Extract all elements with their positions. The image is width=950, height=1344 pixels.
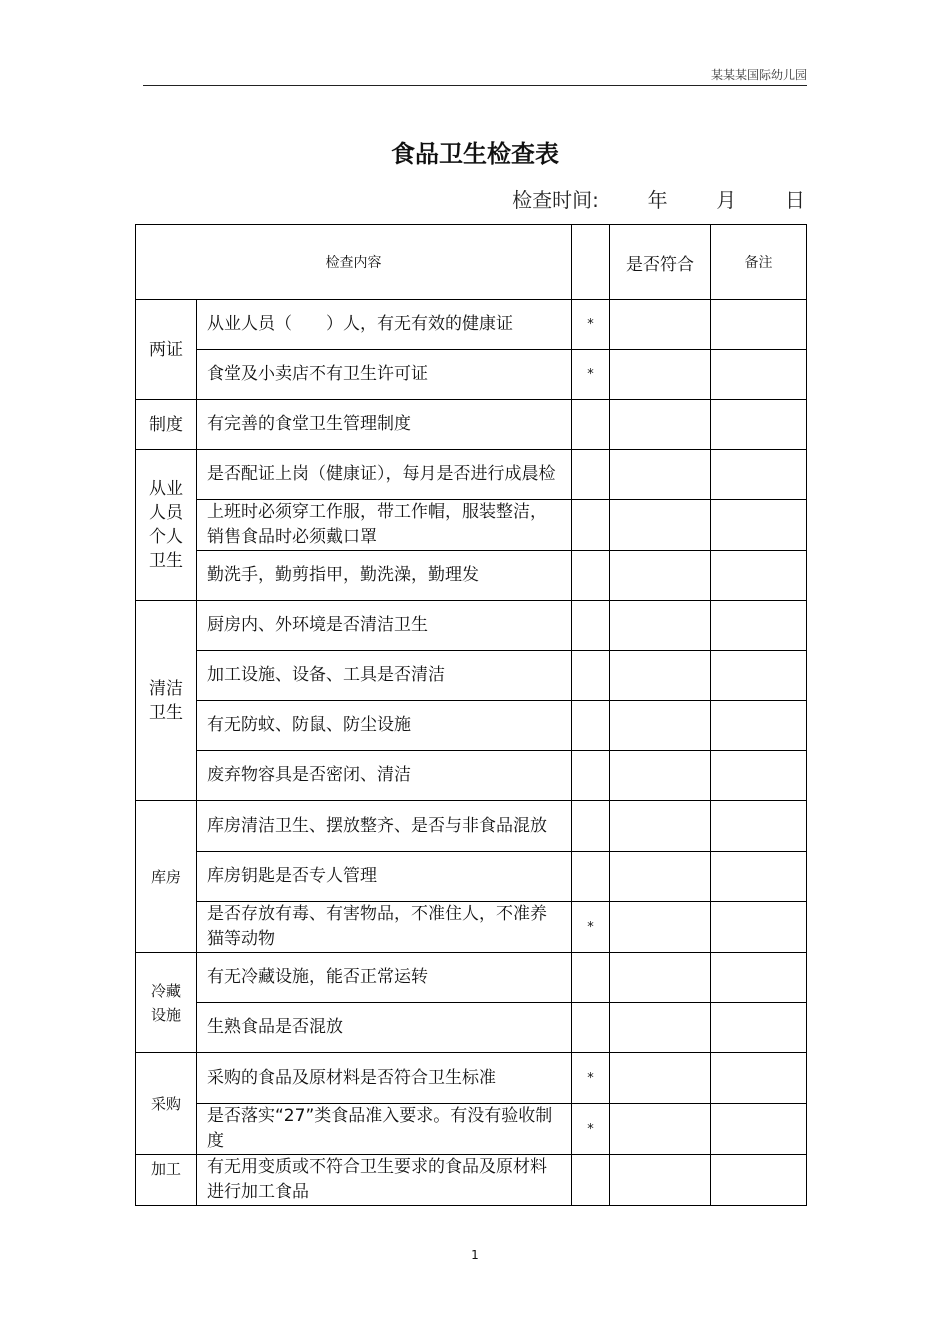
remark-cell[interactable] — [711, 801, 807, 852]
table-header-row — [136, 225, 807, 300]
table-row — [136, 450, 807, 500]
item-text: 采购的食品及原材料是否符合卫生标准 — [197, 1053, 572, 1104]
item-text: 生熟食品是否混放 — [197, 1003, 572, 1053]
item-text: 有无防蚊、防鼠、防尘设施 — [197, 701, 572, 751]
header-divider — [143, 85, 807, 86]
category-cell: 制度 — [136, 400, 197, 450]
table-row — [136, 651, 807, 701]
remark-cell[interactable] — [711, 300, 807, 350]
category-cell: 库房 — [136, 801, 197, 953]
table-row — [136, 350, 807, 400]
category-cell: 采购 — [136, 1053, 197, 1155]
comply-cell[interactable] — [610, 1053, 711, 1104]
date-year: 年 — [647, 188, 668, 212]
header-star — [572, 225, 610, 300]
table-row — [136, 751, 807, 801]
inspection-date-line — [512, 184, 805, 213]
page-number: 1 — [471, 1248, 479, 1262]
star-mark — [572, 801, 610, 852]
category-cell: 冷藏设施 — [136, 953, 197, 1053]
item-text: 是否配证上岗（健康证），每月是否进行成晨检 — [197, 450, 572, 500]
table-row — [136, 601, 807, 651]
remark-cell[interactable] — [711, 902, 807, 953]
comply-cell[interactable] — [610, 1003, 711, 1053]
star-mark — [572, 601, 610, 651]
item-text: 从业人员（ ）人，有无有效的健康证 — [197, 300, 572, 350]
category-cell: 从业人员个人卫生 — [136, 450, 197, 601]
remark-cell[interactable] — [711, 751, 807, 801]
table-row — [136, 551, 807, 601]
remark-cell[interactable] — [711, 701, 807, 751]
remark-cell[interactable] — [711, 953, 807, 1003]
comply-cell[interactable] — [610, 801, 711, 852]
item-text: 是否落实“27”类食品准入要求。有没有验收制度 — [197, 1104, 572, 1155]
remark-cell[interactable] — [711, 551, 807, 601]
star-mark — [572, 551, 610, 601]
item-text: 加工设施、设备、工具是否清洁 — [197, 651, 572, 701]
table-row — [136, 1155, 807, 1206]
table-row — [136, 500, 807, 551]
comply-cell[interactable] — [610, 300, 711, 350]
remark-cell[interactable] — [711, 400, 807, 450]
star-mark — [572, 1155, 610, 1206]
star-mark: * — [572, 1104, 610, 1155]
header-content: 检查内容 — [136, 225, 572, 300]
comply-cell[interactable] — [610, 551, 711, 601]
star-mark — [572, 701, 610, 751]
remark-cell[interactable] — [711, 651, 807, 701]
item-text: 上班时必须穿工作服，带工作帽，服装整洁，销售食品时必须戴口罩 — [197, 500, 572, 551]
table-row — [136, 902, 807, 953]
star-mark — [572, 651, 610, 701]
remark-cell[interactable] — [711, 1053, 807, 1104]
table-row — [136, 1003, 807, 1053]
star-mark: * — [572, 902, 610, 953]
category-cell: 两证 — [136, 300, 197, 400]
star-mark — [572, 500, 610, 551]
star-mark — [572, 751, 610, 801]
remark-cell[interactable] — [711, 350, 807, 400]
date-month: 月 — [716, 188, 737, 212]
item-text: 废弃物容具是否密闭、清洁 — [197, 751, 572, 801]
comply-cell[interactable] — [610, 1104, 711, 1155]
item-text: 勤洗手，勤剪指甲，勤洗澡，勤理发 — [197, 551, 572, 601]
remark-cell[interactable] — [711, 1155, 807, 1206]
star-mark: * — [572, 1053, 610, 1104]
table-row — [136, 953, 807, 1003]
header-remark: 备注 — [711, 225, 807, 300]
remark-cell[interactable] — [711, 601, 807, 651]
header-organization: 某某某国际幼儿园 — [710, 68, 807, 82]
item-text: 库房钥匙是否专人管理 — [197, 852, 572, 902]
comply-cell[interactable] — [610, 601, 711, 651]
comply-cell[interactable] — [610, 651, 711, 701]
star-mark — [572, 450, 610, 500]
table-row — [136, 701, 807, 751]
category-cell: 加工 — [136, 1155, 197, 1206]
star-mark — [572, 400, 610, 450]
remark-cell[interactable] — [711, 852, 807, 902]
star-mark: * — [572, 300, 610, 350]
remark-cell[interactable] — [711, 1104, 807, 1155]
comply-cell[interactable] — [610, 953, 711, 1003]
remark-cell[interactable] — [711, 450, 807, 500]
item-text: 是否存放有毒、有害物品，不准住人，不准养猫等动物 — [197, 902, 572, 953]
category-cell: 清洁卫生 — [136, 601, 197, 801]
table-row — [136, 801, 807, 852]
header-comply: 是否符合 — [610, 225, 711, 300]
comply-cell[interactable] — [610, 500, 711, 551]
table-row — [136, 1053, 807, 1104]
star-mark: * — [572, 350, 610, 400]
item-text: 有无用变质或不符合卫生要求的食品及原材料进行加工食品 — [197, 1155, 572, 1206]
item-text: 有无冷藏设施，能否正常运转 — [197, 953, 572, 1003]
star-mark — [572, 953, 610, 1003]
item-text: 厨房内、外环境是否清洁卫生 — [197, 601, 572, 651]
comply-cell[interactable] — [610, 701, 711, 751]
table-row — [136, 852, 807, 902]
star-mark — [572, 852, 610, 902]
table-row — [136, 300, 807, 350]
comply-cell[interactable] — [610, 400, 711, 450]
inspection-table — [135, 224, 807, 1206]
comply-cell[interactable] — [610, 450, 711, 500]
item-text: 库房清洁卫生、摆放整齐、是否与非食品混放 — [197, 801, 572, 852]
table-row — [136, 1104, 807, 1155]
table-row — [136, 400, 807, 450]
comply-cell[interactable] — [610, 902, 711, 953]
remark-cell[interactable] — [711, 1003, 807, 1053]
item-text: 食堂及小卖店不有卫生许可证 — [197, 350, 572, 400]
item-text: 有完善的食堂卫生管理制度 — [197, 400, 572, 450]
remark-cell[interactable] — [711, 500, 807, 551]
date-label: 检查时间: — [512, 188, 599, 212]
comply-cell[interactable] — [610, 852, 711, 902]
comply-cell[interactable] — [610, 1155, 711, 1206]
comply-cell[interactable] — [610, 751, 711, 801]
star-mark — [572, 1003, 610, 1053]
date-day: 日 — [785, 188, 805, 212]
page-title: 食品卫生检查表 — [391, 140, 559, 168]
comply-cell[interactable] — [610, 350, 711, 400]
